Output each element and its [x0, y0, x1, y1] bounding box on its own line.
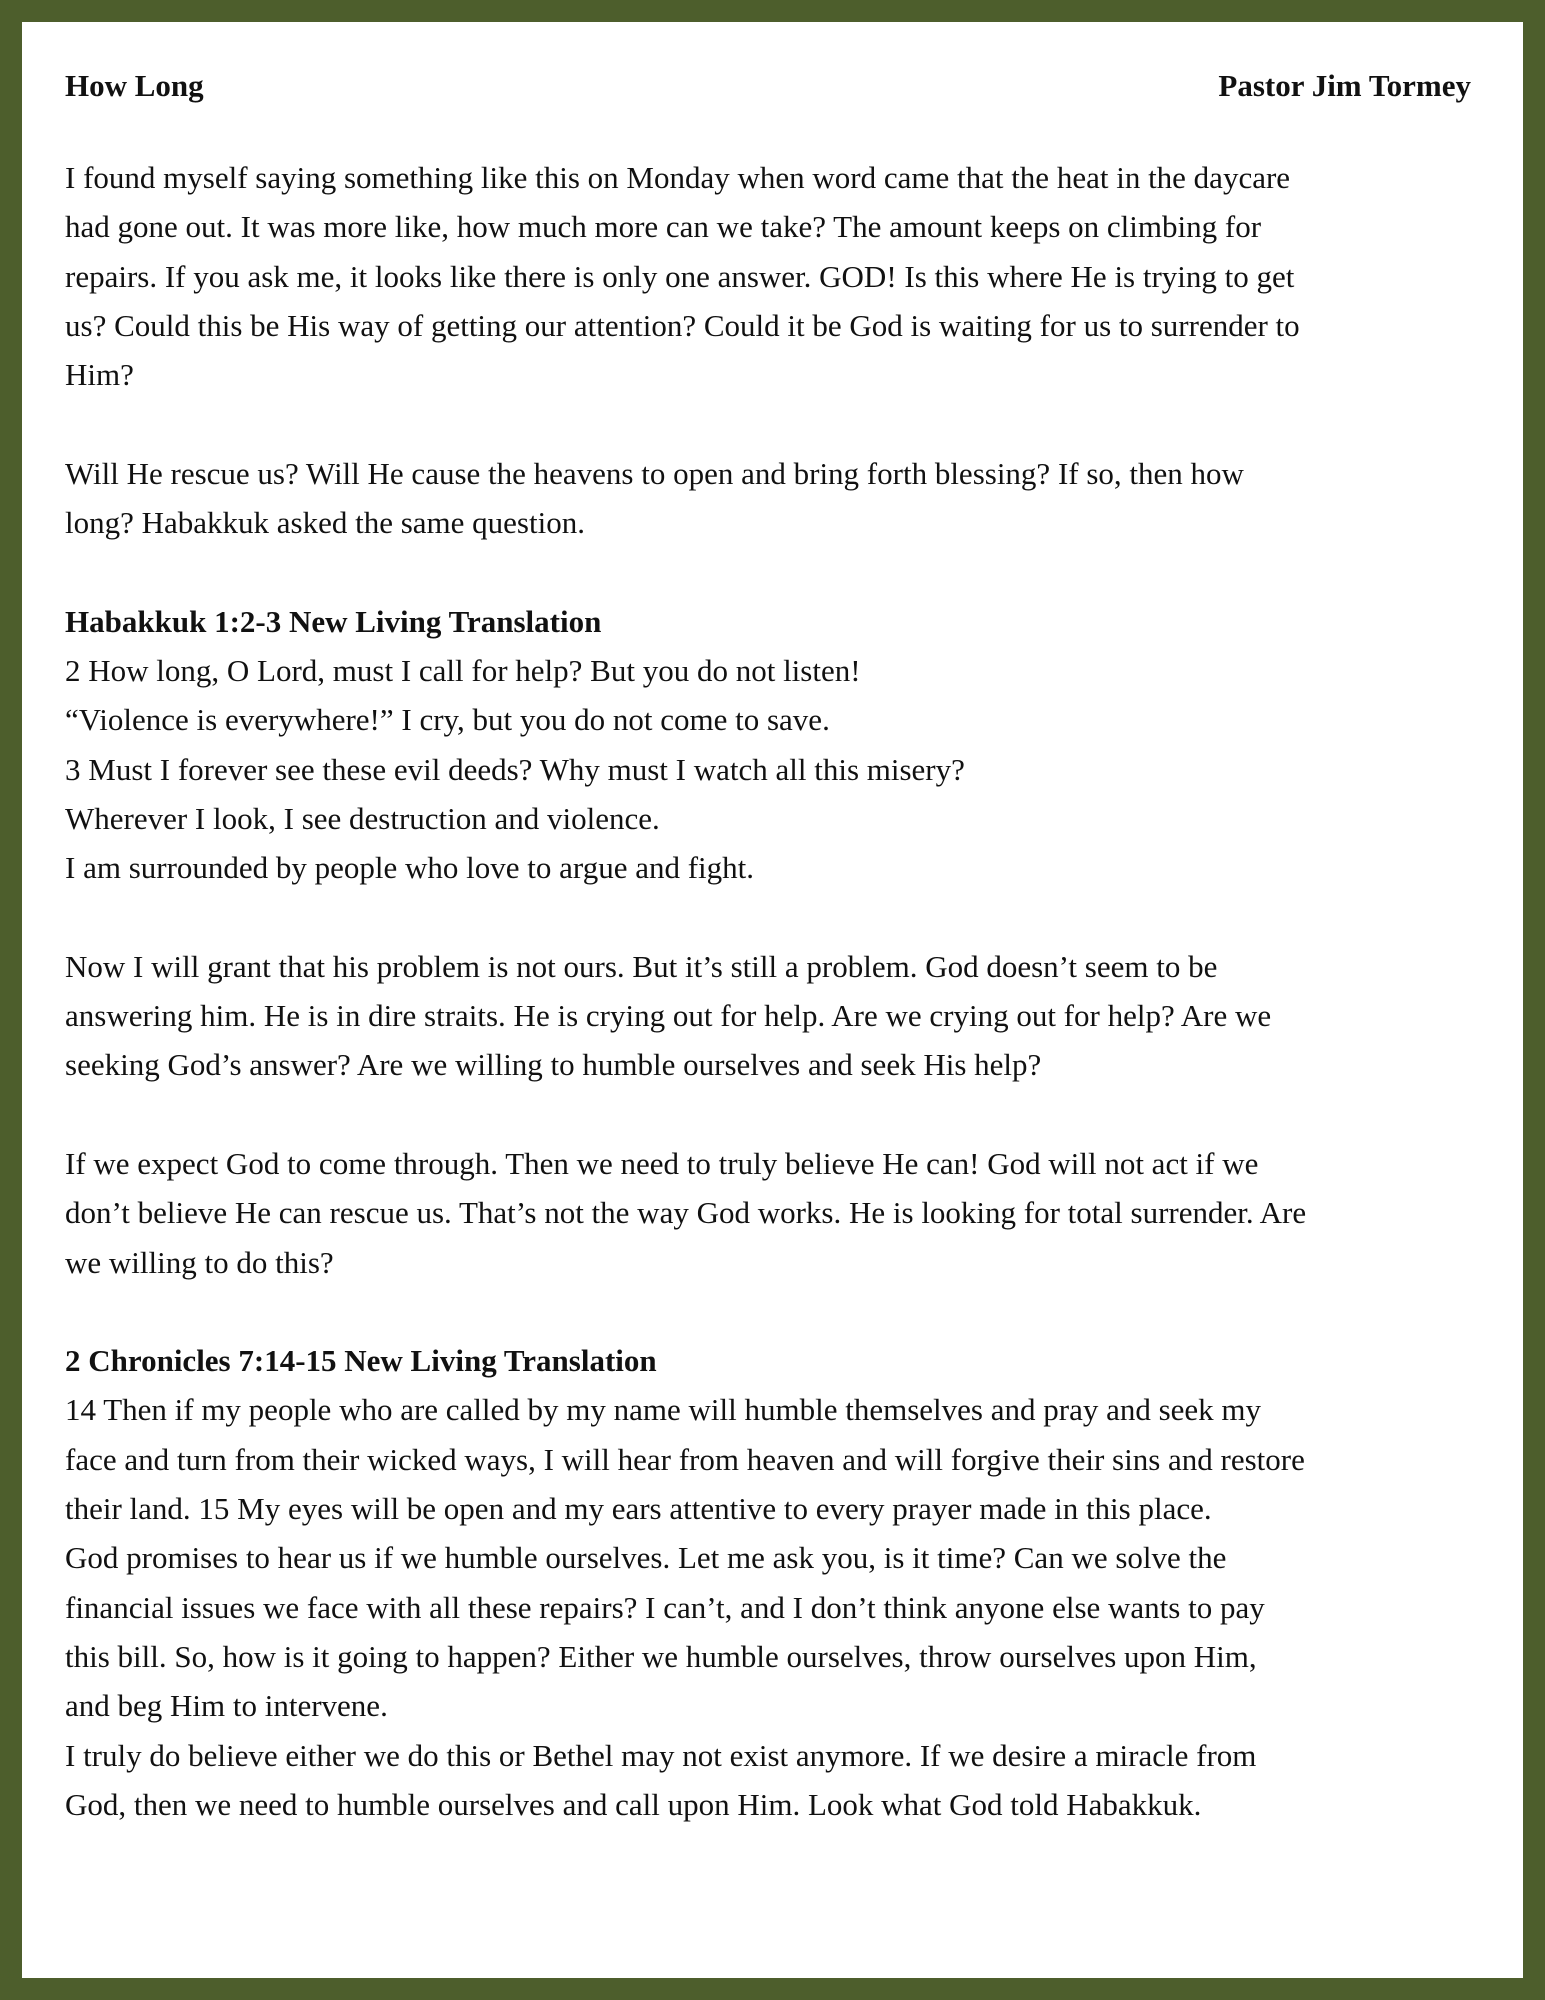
- paragraph-break: [65, 399, 1479, 448]
- document-title: How Long: [65, 68, 204, 103]
- text-line: long? Habakkuk asked the same question.: [65, 505, 585, 541]
- author-name: Pastor Jim Tormey: [1218, 68, 1471, 103]
- text-line: and beg Him to intervene.: [65, 1688, 388, 1724]
- text-line: we willing to do this?: [65, 1244, 334, 1280]
- text-line: Wherever I look, I see destruction and violence.: [65, 800, 660, 836]
- text-line: face and turn from their wicked ways, I will hear from heaven and will forgive their sins and restore: [65, 1441, 1305, 1477]
- text-line: repairs. If you ask me, it looks like there is only one answer. GOD! Is this where He is trying to get: [65, 258, 1295, 294]
- document-body: [65, 153, 1479, 1829]
- text-line: 2 How long, O Lord, must I call for help? But you do not listen!: [65, 652, 861, 688]
- text-line: don’t believe He can rescue us. That’s not the way God works. He is looking for total surrender. Are: [65, 1195, 1307, 1231]
- text-line: God promises to hear us if we humble ourselves. Let me ask you, is it time? Can we solve the: [65, 1540, 1227, 1576]
- scripture-heading: 2 Chronicles 7:14-15 New Living Translation: [65, 1343, 657, 1379]
- text-line: 14 Then if my people who are called by my name will humble themselves and pray and seek my: [65, 1392, 1262, 1428]
- text-line: seeking God’s answer? Are we willing to humble ourselves and seek His help?: [65, 1047, 1042, 1083]
- text-line: 3 Must I forever see these evil deeds? Why must I watch all this misery?: [65, 751, 965, 787]
- paragraph-break: [65, 1090, 1479, 1139]
- text-line: Will He rescue us? Will He cause the heavens to open and bring forth blessing? If so, then how: [65, 455, 1244, 491]
- document-header: [65, 66, 1471, 106]
- text-line: Now I will grant that his problem is not ours. But it’s still a problem. God doesn’t seem to be: [65, 948, 1218, 984]
- scripture-heading: Habakkuk 1:2-3 New Living Translation: [65, 603, 602, 639]
- text-line: answering him. He is in dire straits. He is crying out for help. Are we crying out for help? Are we: [65, 998, 1272, 1034]
- text-line: I am surrounded by people who love to argue and fight.: [65, 850, 755, 886]
- text-line: had gone out. It was more like, how much more can we take? The amount keeps on climbing for: [65, 209, 1262, 245]
- text-line: this bill. So, how is it going to happen? Either we humble ourselves, throw ourselves upon Him,: [65, 1638, 1257, 1674]
- text-line: us? Could this be His way of getting our attention? Could it be God is waiting for us to surrender to: [65, 307, 1300, 343]
- paragraph-break: [65, 892, 1479, 941]
- text-line: I found myself saying something like this on Monday when word came that the heat in the daycare: [65, 160, 1291, 195]
- text-line: God, then we need to humble ourselves and call upon Him. Look what God told Habakkuk.: [65, 1786, 1202, 1822]
- text-line: financial issues we face with all these repairs? I can’t, and I don’t think anyone else wants to pay: [65, 1589, 1265, 1625]
- paragraph-break: [65, 1287, 1479, 1336]
- paragraph-break: [65, 547, 1479, 596]
- text-line: “Violence is everywhere!” I cry, but you do not come to save.: [65, 702, 830, 738]
- text-line: Him?: [65, 357, 134, 393]
- document-page: [22, 22, 1523, 1978]
- text-line: I truly do believe either we do this or Bethel may not exist anymore. If we desire a miracle from: [65, 1737, 1257, 1773]
- text-line: If we expect God to come through. Then we need to truly believe He can! God will not act if we: [65, 1145, 1259, 1181]
- text-line: their land. 15 My eyes will be open and my ears attentive to every prayer made in this place.: [65, 1491, 1212, 1527]
